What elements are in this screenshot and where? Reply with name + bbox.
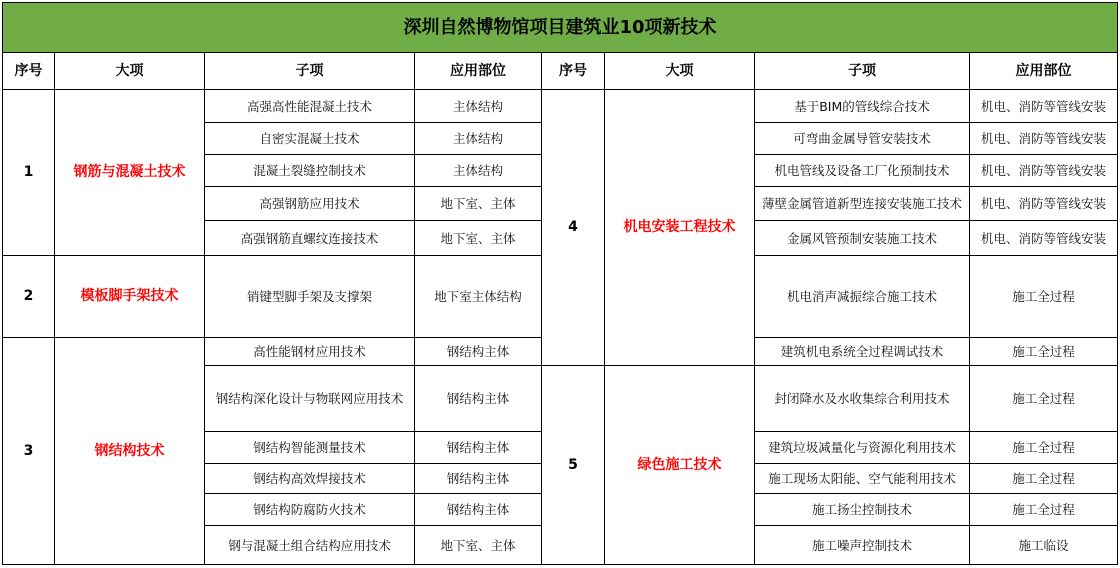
application-part-cell: 主体结构 [415,123,542,155]
header-subitem-left: 子项 [205,53,415,90]
header-category-right: 大项 [605,53,755,90]
application-part-cell: 钢结构主体 [415,494,542,526]
subitem-cell: 薄壁金属管道新型连接安装施工技术 [755,187,970,221]
subitem-cell: 可弯曲金属导管安装技术 [755,123,970,155]
application-part-cell: 施工全过程 [970,494,1118,526]
subitem-cell: 高强钢筋直螺纹连接技术 [205,221,415,256]
group-number: 1 [2,90,55,256]
application-part-cell: 机电、消防等管线安装 [970,123,1118,155]
application-part-cell: 地下室、主体 [415,221,542,256]
application-part-cell: 钢结构主体 [415,366,542,432]
header-subitem-right: 子项 [755,53,970,90]
application-part-cell: 钢结构主体 [415,338,542,366]
subitem-cell: 自密实混凝土技术 [205,123,415,155]
application-part-cell: 施工全过程 [970,464,1118,494]
table-title: 深圳自然博物馆项目建筑业10项新技术 [2,2,1118,53]
subitem-cell: 基于BIM的管线综合技术 [755,90,970,123]
application-part-cell: 主体结构 [415,90,542,123]
header-category-left: 大项 [55,53,205,90]
subitem-cell: 钢结构深化设计与物联网应用技术 [205,366,415,432]
header-seq-right: 序号 [542,53,605,90]
application-part-cell: 机电、消防等管线安装 [970,221,1118,256]
subitem-cell: 机电消声减振综合施工技术 [755,256,970,338]
category-label: 机电安装工程技术 [605,90,755,366]
application-part-cell: 施工临设 [970,526,1118,565]
header-part-left: 应用部位 [415,53,542,90]
subitem-cell: 金属风管预制安装施工技术 [755,221,970,256]
application-part-cell: 地下室、主体 [415,187,542,221]
category-label: 绿色施工技术 [605,366,755,565]
application-part-cell: 钢结构主体 [415,432,542,464]
subitem-cell: 封闭降水及水收集综合利用技术 [755,366,970,432]
category-label: 模板脚手架技术 [55,256,205,338]
application-part-cell: 机电、消防等管线安装 [970,155,1118,187]
subitem-cell: 施工现场太阳能、空气能利用技术 [755,464,970,494]
subitem-cell: 钢结构防腐防火技术 [205,494,415,526]
subitem-cell: 高性能钢材应用技术 [205,338,415,366]
subitem-cell: 钢结构高效焊接技术 [205,464,415,494]
application-part-cell: 施工全过程 [970,338,1118,366]
subitem-cell: 施工扬尘控制技术 [755,494,970,526]
application-part-cell: 施工全过程 [970,432,1118,464]
application-part-cell: 施工全过程 [970,256,1118,338]
application-part-cell: 地下室、主体 [415,526,542,565]
group-number: 5 [542,366,605,565]
application-part-cell: 钢结构主体 [415,464,542,494]
subitem-cell: 钢结构智能测量技术 [205,432,415,464]
application-part-cell: 机电、消防等管线安装 [970,90,1118,123]
subitem-cell: 建筑机电系统全过程调试技术 [755,338,970,366]
subitem-cell: 施工噪声控制技术 [755,526,970,565]
group-number: 4 [542,90,605,366]
subitem-cell: 高强高性能混凝土技术 [205,90,415,123]
subitem-cell: 销键型脚手架及支撑架 [205,256,415,338]
application-part-cell: 主体结构 [415,155,542,187]
application-part-cell: 机电、消防等管线安装 [970,187,1118,221]
category-label: 钢结构技术 [55,338,205,565]
application-part-cell: 地下室主体结构 [415,256,542,338]
group-number: 3 [2,338,55,565]
subitem-cell: 钢与混凝土组合结构应用技术 [205,526,415,565]
subitem-cell: 建筑垃圾减量化与资源化利用技术 [755,432,970,464]
group-number: 2 [2,256,55,338]
subitem-cell: 高强钢筋应用技术 [205,187,415,221]
application-part-cell: 施工全过程 [970,366,1118,432]
subitem-cell: 混凝土裂缝控制技术 [205,155,415,187]
header-seq-left: 序号 [2,53,55,90]
header-part-right: 应用部位 [970,53,1118,90]
category-label: 钢筋与混凝土技术 [55,90,205,256]
subitem-cell: 机电管线及设备工厂化预制技术 [755,155,970,187]
